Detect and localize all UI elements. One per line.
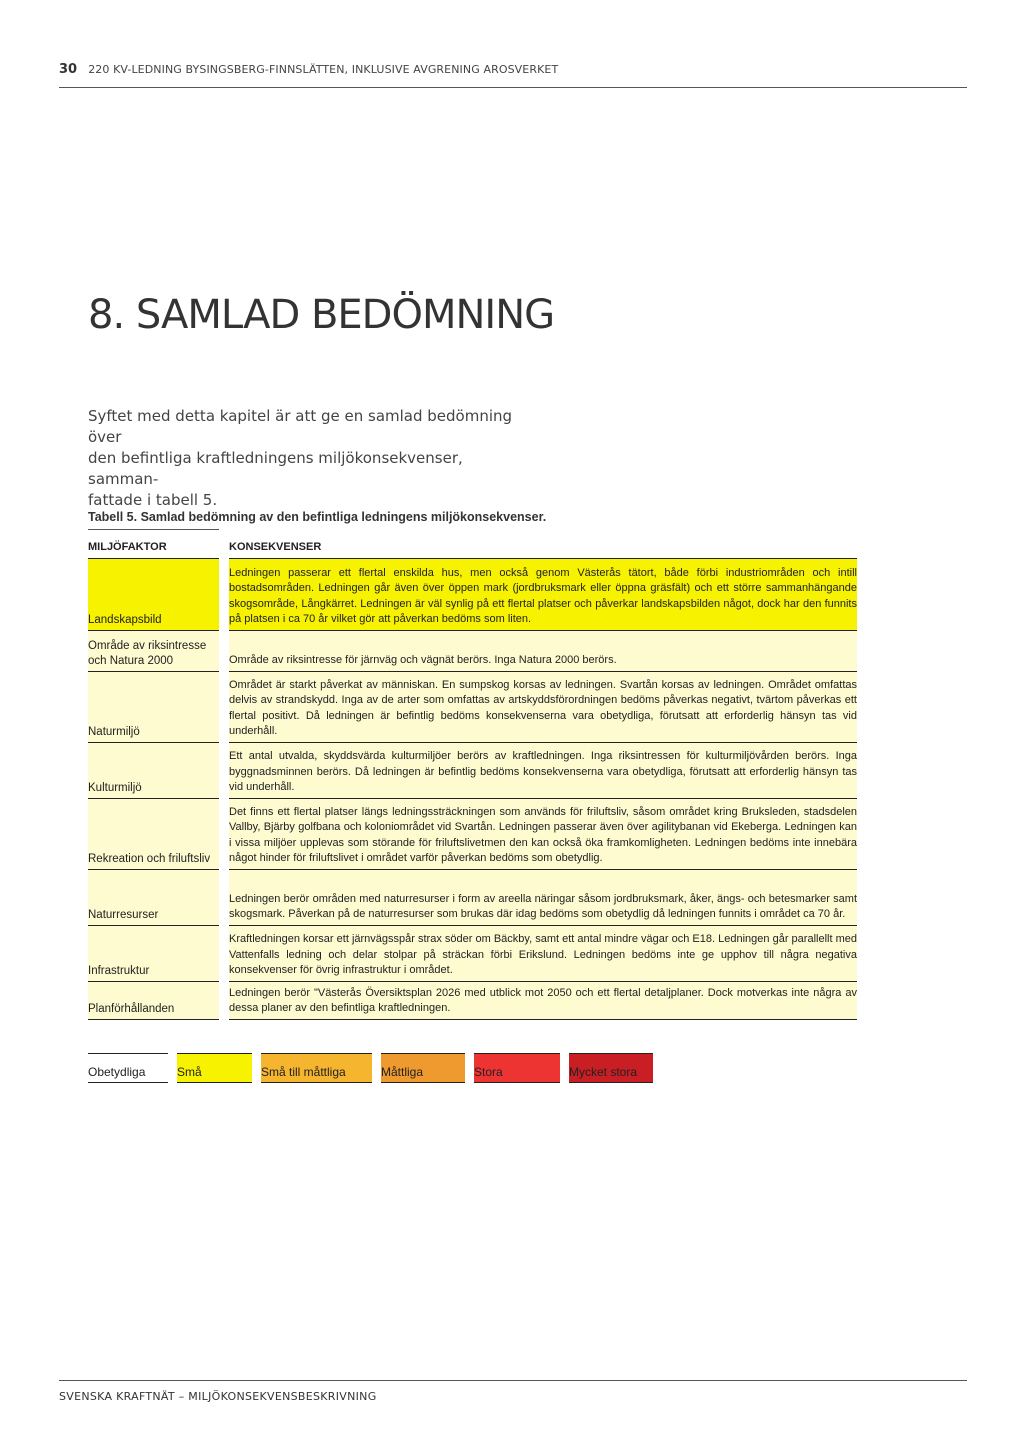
legend-sma-till-mattliga (261, 1053, 372, 1083)
legend-label: Små till måttliga (261, 1065, 346, 1079)
consequence-cell (229, 925, 857, 981)
header-title: 220 KV-LEDNING BYSINGSBERG-FINNSLÄTTEN, INKLUSIVE AVGRENING AROSVERKET (88, 63, 559, 76)
legend-stora (474, 1053, 560, 1083)
factor-cell (88, 869, 219, 925)
assessment-table (88, 558, 857, 1019)
legend-mattliga (381, 1053, 465, 1083)
table-bottom-rule-right (229, 1019, 857, 1020)
factor-label: Naturmiljö (88, 726, 140, 738)
legend-label: Obetydliga (88, 1065, 146, 1079)
column-header-factor: MILJÖFAKTOR (88, 541, 167, 553)
table-row (88, 742, 857, 798)
consequence-cell (229, 558, 857, 630)
caption-rule (88, 529, 219, 530)
page-number: 30 (59, 62, 78, 77)
factor-cell (88, 558, 219, 630)
consequence-text: Området är starkt påverkat av människan. En sumpskog korsas av ledningen. Svartån korsas av ledningen. Området omfattas delvis av strandskydd. Inga av de arter som omfattas av artskyddsförordningen bedöms påverkas negativt, tvärtom påverkas ett flertal positivt. Då ledningen är befintlig bedöms konsekvenserna vara obetydliga, förutsatt att erforderlig hänsyn tas vid underhåll. (229, 678, 857, 738)
legend-obetydliga (88, 1053, 168, 1083)
consequence-text: Område av riksintresse för järnväg och vägnät berörs. Inga Natura 2000 berörs. (229, 654, 617, 667)
factor-label: Planförhållanden (88, 1003, 175, 1015)
chapter-title: 8. SAMLAD BEDÖMNING (88, 292, 555, 338)
intro-line: fattade i tabell 5. (88, 491, 218, 509)
consequence-cell (229, 798, 857, 869)
footer-divider (59, 1380, 967, 1381)
legend-label: Mycket stora (569, 1065, 638, 1079)
consequence-cell (229, 630, 857, 671)
page-footer: SVENSKA KRAFTNÄT – MILJÖKONSEKVENSBESKRIVNING (59, 1390, 377, 1403)
legend-label: Måttliga (381, 1065, 424, 1079)
consequence-cell (229, 671, 857, 742)
column-header-consequence: KONSEKVENSER (229, 541, 322, 553)
intro-line: den befintliga kraftledningens miljökonsekvenser, samman- (88, 449, 463, 488)
factor-cell (88, 630, 219, 671)
intro-paragraph (88, 406, 518, 511)
factor-cell (88, 742, 219, 798)
factor-label: Naturresurser (88, 909, 159, 921)
table-row (88, 671, 857, 742)
table-row (88, 981, 857, 1019)
factor-cell (88, 981, 219, 1019)
consequence-text: Ledningen berör områden med naturresurser i form av areella näringar såsom jordbruksmark, åker, ängs- och betesmarker samt skogsmark. Påverkan på de naturresurser som brukas där idag bedöms som obetydlig då ledningen funnits i området ca 70 år. (229, 892, 857, 921)
factor-cell (88, 671, 219, 742)
consequence-text: Ledningen passerar ett flertal enskilda hus, men också genom Västerås tätort, både förbi industriområden och intill bostadsområden. Ledningen går även över öppen mark (jordbruksmark eller öppna gräsfält) och ett större sammanhängande skogsområde, Långkärret. Ledningen är väl synlig på ett flertal platser och påverkar landskapsbilden något, dock har den funnits på platsen i ca 70 år vilket gör att påverkan bedöms som liten. (229, 566, 857, 626)
legend-label: Små (177, 1065, 202, 1079)
consequence-cell (229, 869, 857, 925)
table-row (88, 925, 857, 981)
factor-label: Kulturmiljö (88, 782, 142, 794)
consequence-text: Kraftledningen korsar ett järnvägsspår strax söder om Bäckby, samt ett antal mindre vägar och E18. Ledningen går parallellt med Vattenfalls ledning och delar stolpar på sträckan förbi Erikslund. Ledningen bedöms inte ge upphov till några negativa konsekvenser för övrig infrastruktur i området. (229, 933, 857, 977)
consequence-cell (229, 981, 857, 1019)
table-bottom-rule-left (88, 1019, 219, 1020)
intro-line: Syftet med detta kapitel är att ge en samlad bedömning över (88, 407, 513, 446)
consequence-text: Ett antal utvalda, skyddsvärda kulturmiljöer berörs av kraftledningen. Inga riksintressen för kulturmiljövården berörs. Inga byggnadsminnen berörs. Då ledningen är befintlig bedöms konsekvenserna vara obetydliga, förutsatt att erforderlig hänsyn tas vid underhåll. (229, 750, 857, 794)
consequence-text: Det finns ett flertal platser längs ledningssträckningen som används för friluftsliv, såsom området kring Bruksleden, stadsdelen Vallby, Bjärby golfbana och koloniområdet vid Svartån. Ledningen passerar även över agilitybanan vid Ekeberga. Ledningen kan i vissa miljöer upplevas som störande för friluftslivetmen den kan också öka framkomligheten. Ledningen bedöms inte innebära något hinder för friluftslivet i området varför påverkan bedöms som obetydlig. (229, 805, 857, 865)
factor-cell (88, 925, 219, 981)
factor-label: Infrastruktur (88, 965, 150, 977)
table-row (88, 798, 857, 869)
page-header (59, 58, 967, 77)
table-caption: Tabell 5. Samlad bedömning av den befintliga ledningens miljökonsekvenser. (88, 510, 547, 524)
table-row (88, 630, 857, 671)
table-row (88, 869, 857, 925)
legend-mycket-stora (569, 1053, 653, 1083)
legend-label: Stora (474, 1065, 503, 1079)
table-row (88, 558, 857, 630)
factor-cell (88, 798, 219, 869)
consequence-cell (229, 742, 857, 798)
consequence-text: Ledningen berör "Västerås Översiktsplan 2026 med utblick mot 2050 och ett flertal detaljplaner. Dock motverkas inte några av dessa planer av den befintliga kraftledningen. (229, 986, 857, 1015)
legend-sma (177, 1053, 252, 1083)
factor-label: Rekreation och friluftsliv (88, 853, 211, 865)
factor-label: Landskapsbild (88, 614, 162, 626)
header-divider (59, 87, 967, 88)
factor-label: Område av riksintresse och Natura 2000 (88, 640, 207, 667)
